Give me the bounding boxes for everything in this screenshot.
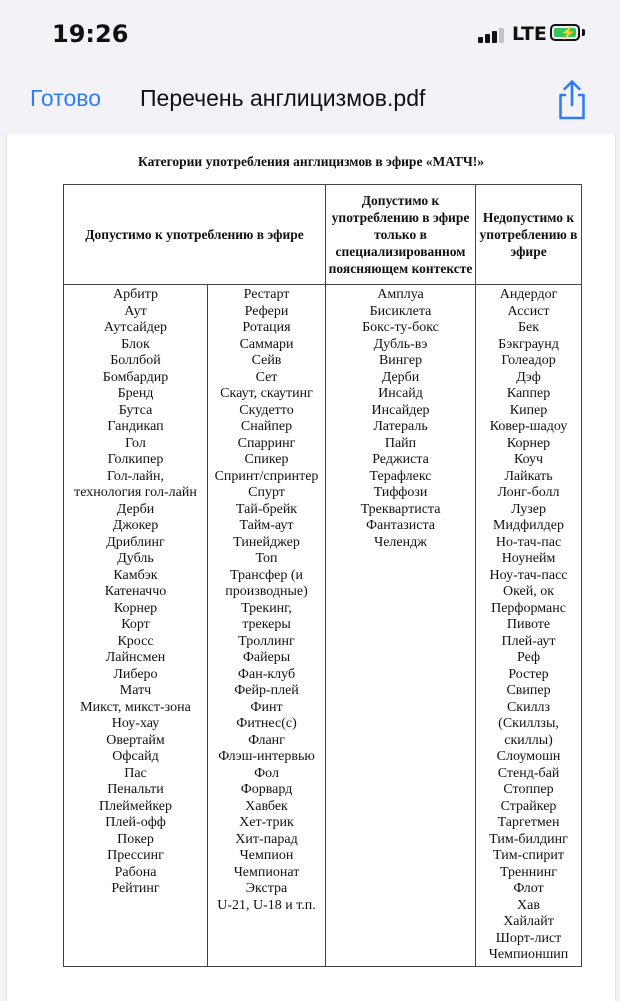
term-item: Стоппер [503,782,554,797]
pdf-page [6,134,616,1001]
term-item: Плей-офф [105,815,166,830]
term-item: Лонг-болл [497,485,560,500]
term-item: Скудетто [239,402,294,418]
term-item: Катеначчо [104,584,167,599]
specialized-column [326,285,476,967]
done-button[interactable]: Готово [30,85,102,111]
term-item: Андердог [499,287,558,302]
navigation-bar [0,68,620,134]
term-item: Ноунейм [501,551,556,566]
header-not-allowed: Недопустимо к употреблению в эфире [476,185,582,285]
term-item: Голеадор [501,353,556,368]
term-item: Хайлайт [503,914,554,929]
term-item: производные) [225,584,308,599]
term-item: Кипер [509,402,548,418]
term-item: трекеры [242,617,291,632]
term-item: Ноу-тач-пасс [489,567,568,583]
term-item: Мидфилдер [493,518,564,533]
term-item: Тим-спирит [493,848,565,863]
term-item: Сейв [251,353,282,368]
term-item: Бренд [117,386,154,401]
term-item: Рефери [244,303,289,319]
header-allowed: Допустимо к употреблению в эфире [64,185,326,285]
term-item: Пайп [384,435,417,451]
term-item: Чемпионат [233,864,300,880]
term-item: Кросс [117,633,154,649]
term-item: Скиллз [506,699,551,715]
term-item: Трансфер (и [229,567,304,583]
anglicisms-table [63,184,582,967]
term-item: Прессинг [107,848,164,863]
term-item: Экстра [245,881,288,896]
term-item: Чемпионшип [488,947,569,962]
term-item: Пивоте [506,617,551,632]
term-item: U-21, U-18 и т.п. [217,897,316,913]
term-item: Тинейджер [233,534,300,550]
term-item: Реджиста [372,452,429,467]
term-item: Шорт-лист [495,930,562,946]
charging-bolt-icon: ⚡ [560,25,577,40]
term-item: Камбэк [113,567,158,583]
term-item: Сет [255,369,278,385]
term-item: Тайм-аут [239,518,294,533]
term-item: Слоумошн [496,749,561,764]
term-item: Топ [255,551,278,566]
document-title: Перечень англицизмов.pdf [140,85,426,111]
term-item: Плеймейкер [98,798,173,814]
term-item: Хит-парад [235,831,298,847]
term-item: Челендж [374,534,427,550]
term-item: Фан-клуб [237,666,296,682]
term-item: Ноу-хау [111,716,160,731]
term-item: Латераль [373,419,428,434]
term-item: Фланг [248,732,285,748]
term-item: Дерби [381,369,420,385]
term-item: Троллинг [238,633,295,649]
term-item: Стенд-бай [497,765,560,781]
term-item: Офсайд [112,749,159,764]
term-item: Пенальти [107,782,164,797]
term-item: Треннинг [500,864,557,880]
term-item: Арбитр [112,287,158,302]
share-icon[interactable] [552,78,592,122]
term-item: Бокс-ту-бокс [362,320,439,335]
term-item: Снайпер [240,419,293,434]
term-item: Дэф [516,369,541,385]
term-item: Фол [254,765,279,781]
term-item: Голкипер [107,452,164,467]
term-item: Микст, микст-зона [80,699,191,715]
term-item: Дерби [116,501,155,517]
term-item: Коуч [513,452,544,467]
term-item: Фантазиста [366,518,436,533]
status-time: 19:26 [52,20,129,48]
term-item: Реф [516,650,541,665]
term-item: Ассист [507,303,550,319]
term-item: Дубль-вэ [373,336,428,352]
term-item: Тиффози [373,485,428,500]
term-item: Лузер [511,501,546,517]
term-item: Спурт [248,485,285,500]
term-item: Фейр-плей [234,683,299,698]
term-item: Лайнсмен [105,650,166,665]
term-item: Покер [117,831,154,847]
term-item: Ротация [242,320,291,335]
term-item: Скаут, скаутинг [220,386,313,401]
term-item: Тим-билдинг [489,831,568,847]
term-item: Рестарт [243,287,290,302]
header-specialized: Допустимо к употреблению в эфире только в специализированном поясняющем контексте [326,185,476,285]
term-item: скиллы) [504,732,553,748]
term-item: Боллбой [110,353,161,368]
term-item: технология гол-лайн [74,485,197,500]
term-item: Бутса [118,402,153,418]
term-item: Бомбардир [102,369,169,385]
term-item: Каппер [506,386,551,401]
network-type: LTE [512,23,547,45]
term-item: Флэш-интервью [218,749,315,764]
signal-icon [478,27,506,43]
term-item: Рейтинг [111,881,160,896]
term-item: Спринт/спринтер [214,468,319,484]
term-item: Но-тач-пас [495,534,562,550]
term-item: Корт [121,617,150,632]
term-item: Спикер [244,452,289,467]
term-item: Свипер [506,683,551,698]
term-item: Таргетмен [497,815,560,830]
term-item: Вингер [378,353,423,368]
term-item: Инсайдер [371,402,430,418]
term-item: Терафлекс [369,468,432,484]
term-item: Бек [517,320,540,335]
term-item: Хав [517,897,540,913]
term-item: Хет-трик [239,815,294,830]
battery-tip [582,29,585,36]
term-item: Лайкать [504,468,553,484]
term-item: Финт [250,699,283,715]
term-item: Амплуа [377,287,424,302]
term-item: Ковер-шадоу [489,419,568,434]
document-heading: Категории употребления англицизмов в эфире «МАТЧ!» [137,154,485,169]
term-item: Овертайм [106,732,165,748]
term-item: Трекинг, [241,600,292,616]
term-item: Плей-аут [501,633,556,649]
term-item: Гол-лайн, [106,468,164,484]
term-item: Фитнес(с) [236,716,297,731]
term-item: Аутсайдер [103,320,168,335]
term-item: Дубль [117,551,154,566]
term-item: Пас [124,765,147,781]
term-item: (Скиллзы, [498,716,559,731]
term-item: Спарринг [237,435,296,451]
term-item: Форвард [240,782,293,797]
term-item: Флот [513,881,544,896]
term-item: Бисиклета [369,303,432,319]
term-item: Джокер [112,518,159,533]
allowed-column-2 [208,285,326,967]
term-item: Корнер [113,600,158,616]
term-item: Страйкер [500,798,557,814]
term-item: Блок [121,336,150,352]
term-item: Матч [119,683,152,698]
term-item: Гандикап [107,419,164,434]
term-item: Ростер [508,666,549,682]
allowed-column-1 [64,285,208,967]
term-item: Либеро [113,666,158,682]
term-item: Хавбек [245,798,288,814]
term-item: Окей, ок [502,584,555,599]
term-item: Бэкграунд [498,336,559,352]
term-item: Гол [125,435,146,451]
term-item: Треквартиста [360,501,441,517]
not-allowed-column [476,285,582,967]
term-item: Корнер [506,435,551,451]
term-item: Перформанс [491,600,566,616]
term-item: Аут [124,303,147,319]
term-item: Тай-брейк [235,501,298,517]
term-item: Файеры [242,650,291,665]
term-item: Дриблинг [106,534,165,550]
term-item: Чемпион [239,848,294,863]
status-bar [0,0,620,68]
term-item: Рабона [114,864,157,880]
term-item: Инсайд [378,386,423,401]
term-item: Саммари [239,336,294,352]
battery-icon [550,24,580,41]
